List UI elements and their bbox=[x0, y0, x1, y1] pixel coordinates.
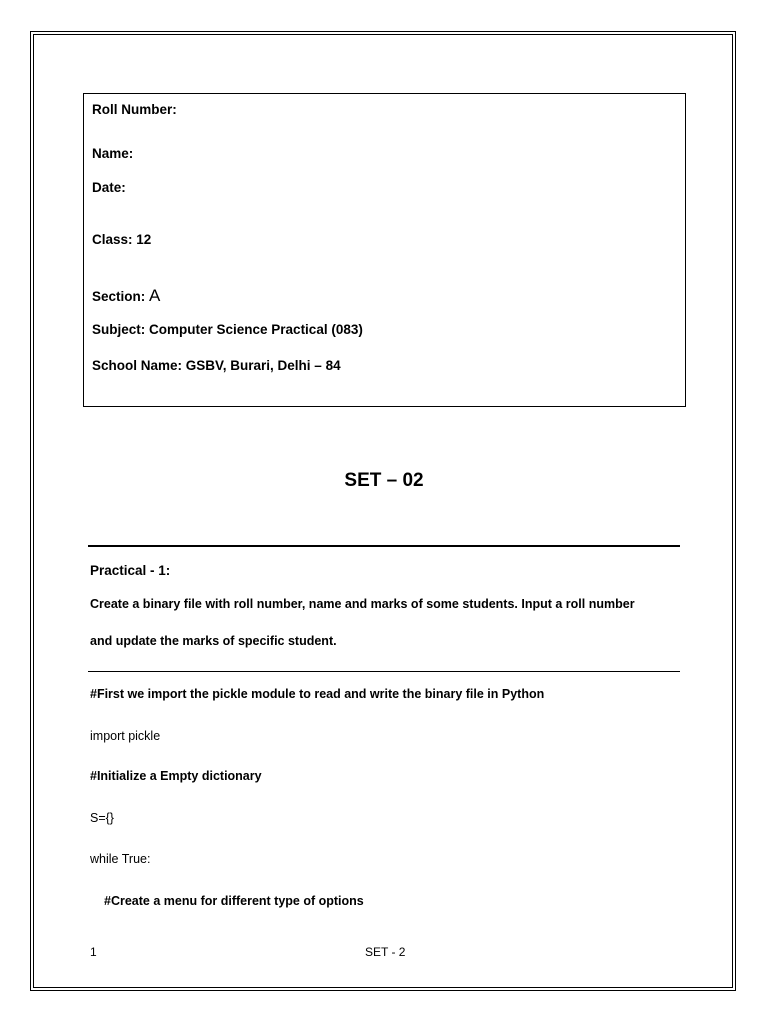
footer-page-number: 1 bbox=[90, 945, 97, 959]
name-label: Name: bbox=[92, 146, 134, 161]
practical-heading: Practical - 1: bbox=[90, 563, 171, 578]
code-comment-init: #Initialize a Empty dictionary bbox=[90, 769, 262, 783]
code-comment-import: #First we import the pickle module to read and write the binary file in Python bbox=[90, 687, 545, 701]
roll-number-label: Roll Number: bbox=[92, 102, 177, 117]
practical-description-line2: and update the marks of specific student. bbox=[90, 634, 337, 648]
footer-set-label: SET - 2 bbox=[365, 945, 406, 959]
code-comment-menu: #Create a menu for different type of options bbox=[104, 894, 364, 908]
divider-thick bbox=[88, 545, 680, 547]
section-value: A bbox=[149, 286, 161, 305]
student-info-box bbox=[83, 93, 686, 407]
set-title: SET – 02 bbox=[344, 470, 424, 491]
class-line: Class: 12 bbox=[92, 232, 152, 247]
date-label: Date: bbox=[92, 180, 126, 195]
code-dict-init: S={} bbox=[90, 811, 114, 825]
section-label: Section: bbox=[92, 289, 146, 304]
practical-description-line1: Create a binary file with roll number, name and marks of some students. Input a roll number bbox=[90, 597, 635, 611]
school-line: School Name: GSBV, Burari, Delhi – 84 bbox=[92, 358, 341, 373]
subject-line: Subject: Computer Science Practical (083) bbox=[92, 322, 363, 337]
code-import-pickle: import pickle bbox=[90, 729, 161, 743]
divider-thin bbox=[88, 671, 680, 672]
code-while-loop: while True: bbox=[90, 852, 151, 866]
section-line bbox=[92, 286, 160, 306]
